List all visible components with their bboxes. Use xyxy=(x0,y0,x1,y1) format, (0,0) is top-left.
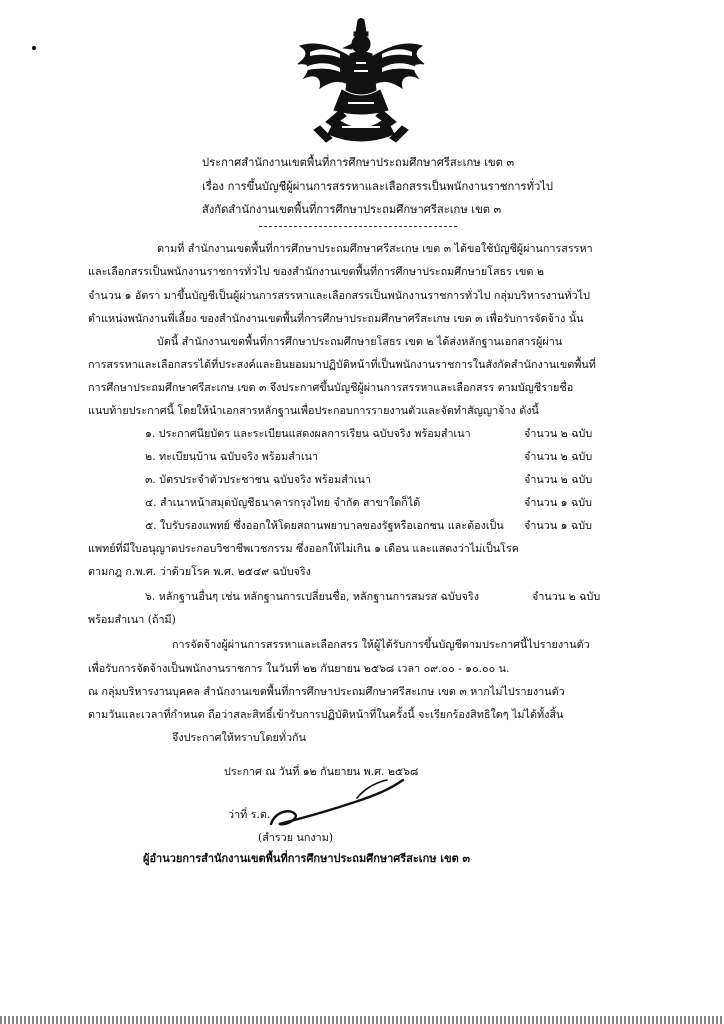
list-item: ๑. ประกาศนียบัตร และระเบียนแสดงผลการเรียน ฉบับจริง พร้อมสำเนา xyxy=(145,427,471,440)
garuda-emblem-icon xyxy=(296,18,426,150)
signatory-position: ผู้อำนวยการสำนักงานเขตพื้นที่การศึกษาประถมศึกษาศรีสะเกษ เขต ๓ xyxy=(143,852,471,865)
para1-line3: จำนวน ๑ อัตรา มาขึ้นบัญชีเป็นผู้ผ่านการสรรหาและเลือกสรรเป็นพนักงานราชการทั่วไป กลุ่มบริหารงานทั่วไป xyxy=(88,289,590,302)
announcement-affiliation: สังกัดสำนักงานเขตพื้นที่การศึกษาประถมศึกษาศรีสะเกษ เขต ๓ xyxy=(202,203,502,216)
list-item: ๕. ใบรับรองแพทย์ ซึ่งออกให้โดยสถานพยาบาลของรัฐหรือเอกชน และต้องเป็น xyxy=(145,519,504,532)
signatory-name: (สำรวย นกงาม) xyxy=(258,831,334,844)
list-item-continuation: พร้อมสำเนา (ถ้ามี) xyxy=(88,613,176,626)
list-item-continuation: ตามกฎ ก.พ.ศ. ว่าด้วยโรค พ.ศ. ๒๕๔๙ ฉบับจริง xyxy=(88,565,311,578)
list-item-qty: จำนวน ๑ ฉบับ xyxy=(524,496,592,509)
list-item: ๓. บัตรประจำตัวประชาชน ฉบับจริง พร้อมสำเนา xyxy=(145,473,372,486)
para1-line4: ตำแหน่งพนักงานพี่เลี้ยง ของสำนักงานเขตพื้นที่การศึกษาประถมศึกษาศรีสะเกษ เขต ๓ เพื่อรับการจัดจ้าง นั้น xyxy=(88,312,584,325)
header-divider xyxy=(259,226,457,227)
acting-title: ว่าที่ ร.ต. xyxy=(228,808,271,821)
list-item-qty: จำนวน ๒ ฉบับ xyxy=(524,427,593,440)
list-item-qty: จำนวน ๒ ฉบับ xyxy=(524,473,593,486)
stray-mark xyxy=(32,46,36,50)
handwritten-signature xyxy=(265,768,415,830)
para3-line4: ตามวันและเวลาที่กำหนด ถือว่าสละสิทธิ์เข้ารับการปฏิบัติหน้าที่ในครั้งนี้ จะเรียกร้องสิทธิใดๆ ไม่ได้ทั้งสิ้น xyxy=(88,708,564,721)
list-item: ๔. สำเนาหน้าสมุดบัญชีธนาคารกรุงไทย จำกัด สาขาใดก็ได้ xyxy=(145,496,421,509)
list-item: ๖. หลักฐานอื่นๆ เช่น หลักฐานการเปลี่ยนชื่อ, หลักฐานการสมรส ฉบับจริง xyxy=(145,590,479,603)
para3-line2: เพื่อรับการจัดจ้างเป็นพนักงานราชการ ในวันที่ ๒๒ กันยายน ๒๕๖๘ เวลา ๐๙.๐๐ - ๑๐.๐๐ น. xyxy=(88,662,510,675)
list-item-qty: จำนวน ๒ ฉบับ xyxy=(524,450,593,463)
list-item-continuation: แพทย์ที่มีใบอนุญาตประกอบวิชาชีพเวชกรรม ซึ่งออกให้ไม่เกิน ๑ เดือน และแสดงว่าไม่เป็นโรค xyxy=(88,542,519,555)
list-item-qty: จำนวน ๒ ฉบับ xyxy=(532,590,601,603)
para3-line3: ณ กลุ่มบริหารงานบุคคล สำนักงานเขตพื้นที่การศึกษาประถมศึกษาศรีสะเกษ เขต ๓ หากไม่ไปรายงานตัว xyxy=(88,685,565,698)
date-line: ประกาศ ณ วันที่ ๑๒ กันยายน พ.ศ. ๒๕๖๘ xyxy=(224,765,419,778)
para2-line4: แนบท้ายประกาศนี้ โดยให้นำเอกสารหลักฐานเพื่อประกอบการรายงานตัวและจัดทำสัญญาจ้าง ดังนี้ xyxy=(88,404,539,417)
announcement-title: ประกาศสำนักงานเขตพื้นที่การศึกษาประถมศึกษาศรีสะเกษ เขต ๓ xyxy=(202,156,515,169)
para3-line1: การจัดจ้างผู้ผ่านการสรรหาและเลือกสรร ให้ผู้ได้รับการขึ้นบัญชีตามประกาศนี้ไปรายงานตัว xyxy=(172,638,590,651)
para1-line1: ตามที่ สำนักงานเขตพื้นที่การศึกษาประถมศึกษาศรีสะเกษ เขต ๓ ได้ขอใช้บัญชีผู้ผ่านการสรรหา xyxy=(157,242,593,255)
para1-line2: และเลือกสรรเป็นพนักงานราชการทั่วไป ของสำนักงานเขตพื้นที่การศึกษาประถมศึกษายโสธร เขต ๒ xyxy=(88,265,544,278)
announcement-subject: เรื่อง การขึ้นบัญชีผู้ผ่านการสรรหาและเลือกสรรเป็นพนักงานราชการทั่วไป xyxy=(202,180,553,193)
para2-line2: การสรรหาและเลือกสรรได้ที่ประสงค์และยินยอมมาปฏิบัติหน้าที่เป็นพนักงานราชการในสังกัดสำนักงานเขตพื้นที่ xyxy=(88,358,596,371)
list-item-qty: จำนวน ๑ ฉบับ xyxy=(524,519,592,532)
closing-line: จึงประกาศให้ทราบโดยทั่วกัน xyxy=(172,731,306,744)
para2-line1: บัดนี้ สำนักงานเขตพื้นที่การศึกษาประถมศึกษายโสธร เขต ๒ ได้ส่งหลักฐานเอกสารผู้ผ่าน xyxy=(157,335,563,348)
scan-edge xyxy=(0,1016,724,1024)
list-item: ๒. ทะเบียนบ้าน ฉบับจริง พร้อมสำเนา xyxy=(145,450,319,463)
para2-line3: การศึกษาประถมศึกษาศรีสะเกษ เขต ๓ จึงประกาศขึ้นบัญชีผู้ผ่านการสรรหาและเลือกสรร ตามบัญชีรายชื่อ xyxy=(88,381,574,394)
